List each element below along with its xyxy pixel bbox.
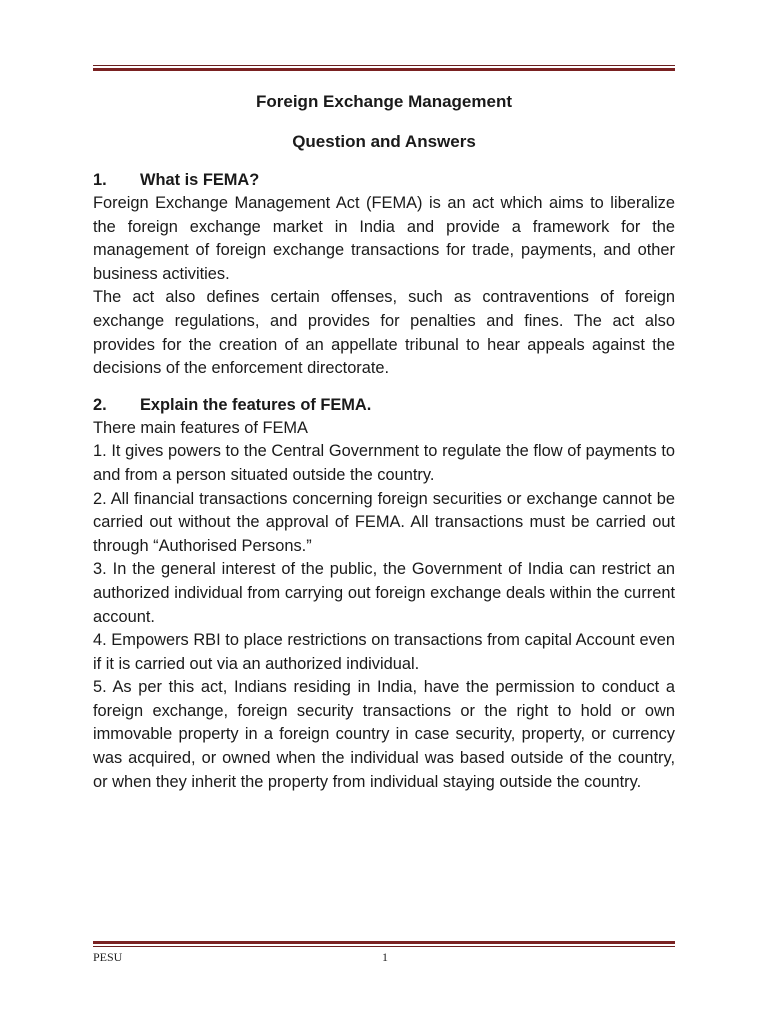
question-heading bbox=[93, 393, 675, 417]
footer-label: PESU bbox=[93, 950, 123, 964]
footer-rule bbox=[93, 941, 675, 947]
question-text: What is FEMA? bbox=[140, 171, 260, 189]
header-rule bbox=[93, 65, 675, 71]
feature-point: 3. In the general interest of the public, the Government of India can restrict an authorized individual from carrying out foreign exchange deals within the current account. bbox=[93, 560, 675, 626]
feature-point: 2. All financial transactions concerning foreign securities or exchange cannot be carried out without the approval of FEMA. All transactions must be carried out through “Authorised Persons.” bbox=[93, 489, 675, 555]
document-title: Foreign Exchange Management bbox=[256, 92, 512, 111]
feature-point: 1. It gives powers to the Central Government to regulate the flow of payments to and from a person situated outside the country. bbox=[93, 442, 675, 484]
answer-intro: There main features of FEMA bbox=[93, 418, 308, 437]
answer-paragraph: Foreign Exchange Management Act (FEMA) is an act which aims to liberalize the foreign exchange market in India and provide a framework for the management of foreign exchange transactions for trade, payments, and other business activities. bbox=[93, 194, 675, 283]
question-number: 2. bbox=[93, 395, 107, 414]
document-body bbox=[93, 86, 675, 794]
question-number: 1. bbox=[93, 171, 107, 189]
answer-paragraph: The act also defines certain offenses, such as contraventions of foreign exchange regulations, and provides for penalties and fines. The act also provides for the creation of an appellate tribunal to hear appeals against the decisions of the enforcement directorate. bbox=[93, 288, 675, 378]
feature-point: 5. As per this act, Indians residing in India, have the permission to conduct a foreign exchange, foreign security transactions or the right to hold or own immovable property in a foreign country in case security, property, or currency was acquired, or owned when the individual was based outside of the country, or when they inherit the property from individual staying outside the country. bbox=[93, 678, 675, 791]
document-subtitle: Question and Answers bbox=[292, 132, 476, 151]
page-number: 1 bbox=[382, 950, 388, 964]
feature-point: 4. Empowers RBI to place restrictions on transactions from capital Account even if it is carried out via an authorized individual. bbox=[93, 631, 675, 673]
question-text: Explain the features of FEMA. bbox=[140, 395, 372, 414]
question-heading bbox=[93, 168, 675, 192]
